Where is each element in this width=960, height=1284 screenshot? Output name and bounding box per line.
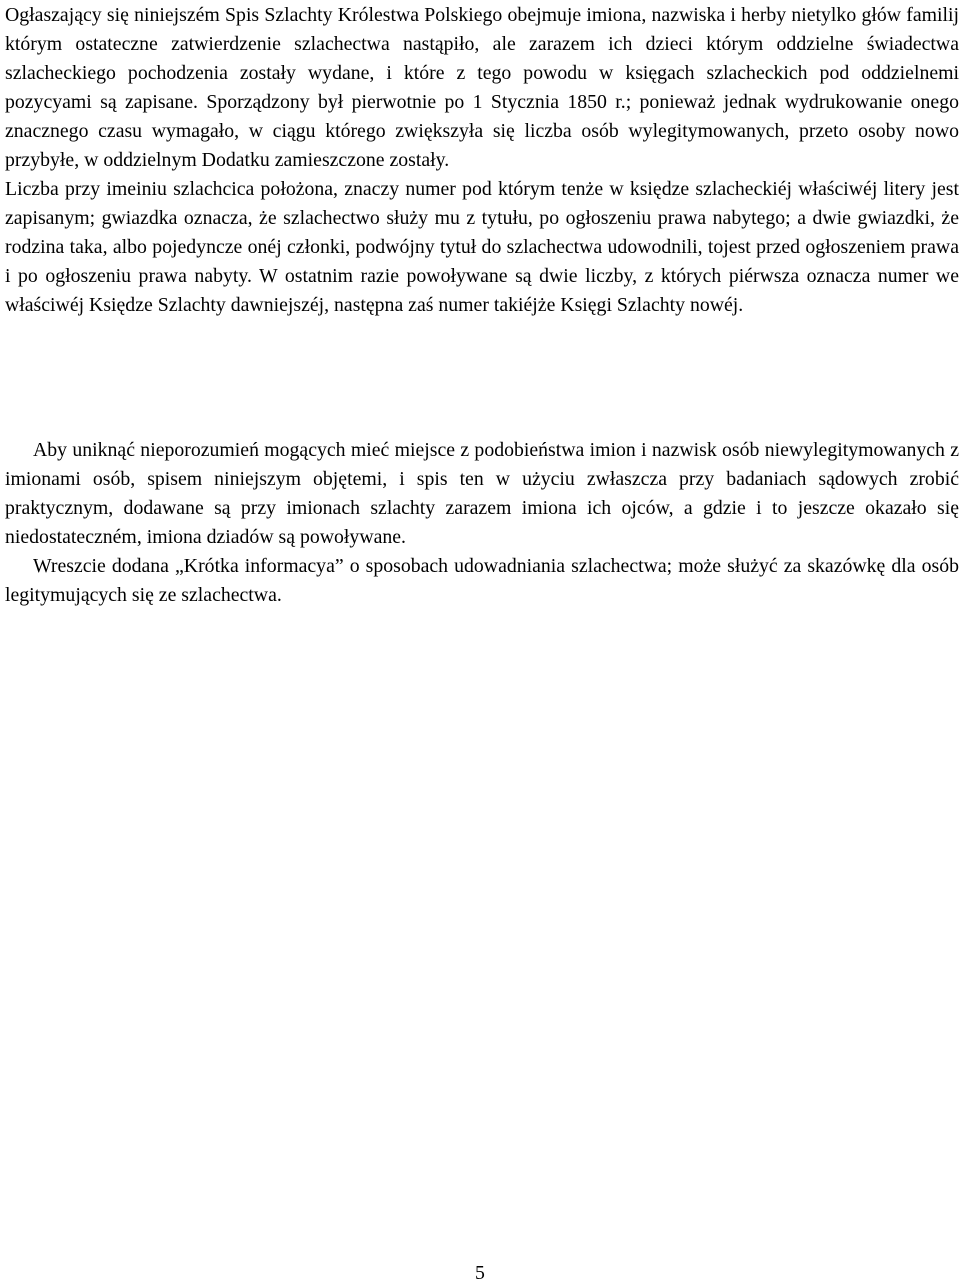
- paragraph-numbering-explanation: Liczba przy imeiniu szlachcica położona, znaczy numer pod którym tenże w księdze szlacheckiéj właściwéj litery jest zapisanym; gwiazdka oznacza, że szlachectwo służy mu z tytułu, po ogłoszeniu prawa nabytego; a dwie gwiazdki, że rodzina taka, albo pojedyncze onéj członki, podwójny tytuł do szlachectwa udowodnili, tojest przed ogłoszeniem prawa i po ogłoszeniu prawa nabyty. W ostatnim razie powoływane są dwie liczby, z których piérwsza oznacza numer we właściwéj Księdze Szlachty dawniejszéj, następna zaś numer takiéjże Księgi Szlachty nowéj.: [5, 178, 959, 316]
- paragraph-spis-scope: Ogłaszający się niniejszém Spis Szlachty Królestwa Polskiego obejmuje imiona, nazwiska i herby nietylko głów familij którym ostateczne zatwierdzenie szlachectwa nastąpiło, ale zarazem ich dzieci którym oddzielne świadectwa szlacheckiego pochodzenia zostały wydane, i które z tego powodu w księgach szlacheckich pod oddzielnemi pozycyami są zapisane. Sporządzony był pierwotnie po 1 Stycznia 1850 r.; ponieważ jednak wydrukowanie onego znacznego czasu wymagało, w ciągu którego zwiększyła się liczba osób wylegitymowanych, przeto osoby nowo przybyłe, w oddzielnym Dodatku zamieszczone zostały.: [5, 4, 959, 171]
- paragraph-short-information: Wreszcie dodana „Krótka informacya” o sposobach udowadniania szlachectwa; może służyć za skazówkę dla osób legitymujących się ze szlachectwa.: [5, 555, 959, 606]
- page-number: 5: [475, 1262, 485, 1284]
- text-section-2: [5, 436, 959, 610]
- text-section-1: [5, 1, 959, 320]
- paragraph-father-names: Aby uniknąć nieporozumień mogących mieć miejsce z podobieństwa imion i nazwisk osób niewylegitymowanych z imionami osób, spisem niniejszym objętemi, i spis ten w użyciu zwłaszcza przy badaniach sądowych zrobić praktycznym, dodawane są przy imionach szlachty zarazem imiona ich ojców, a gdzie i to jeszcze okazało się niedostateczném, imiona dziadów są powoływane.: [5, 439, 959, 548]
